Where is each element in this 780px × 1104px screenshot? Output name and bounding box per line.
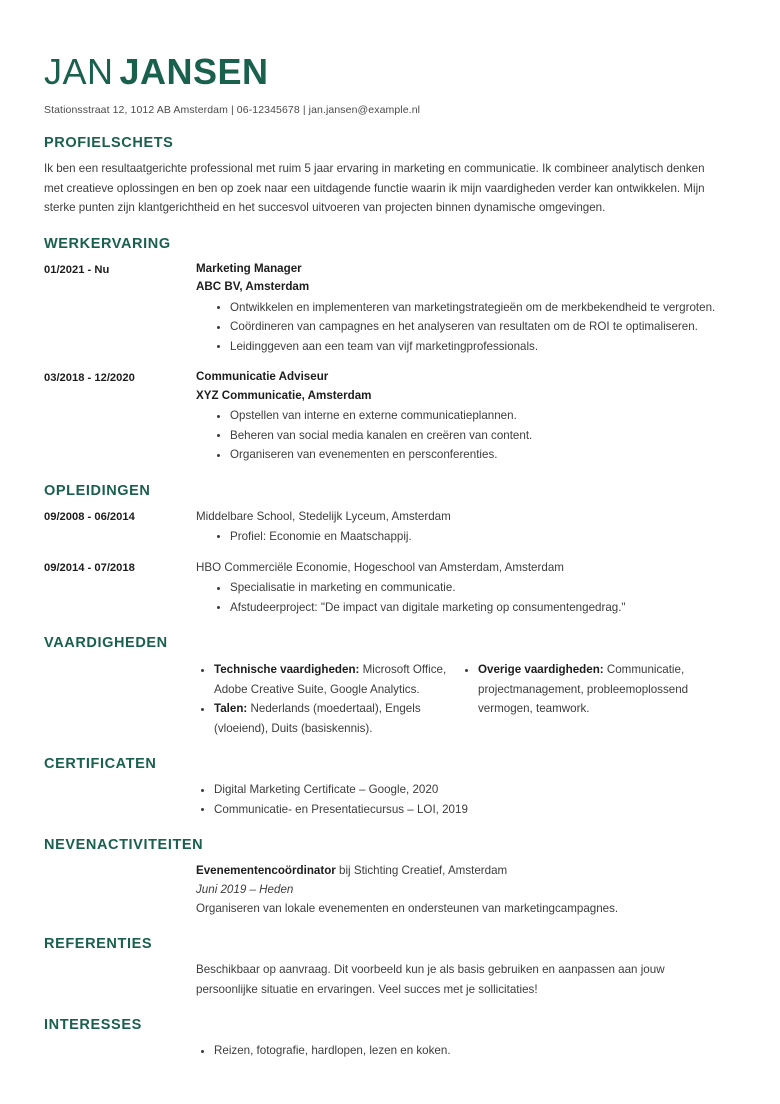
section-title-extracurricular: NEVENACTIVITEITEN (44, 837, 204, 853)
extracurricular-period: Juni 2019 – Heden (196, 883, 294, 896)
certificates-body (196, 780, 736, 819)
experience-role: Communicatie Adviseur (196, 370, 329, 383)
list-item: Coördineren van campagnes en het analyseren van resultaten om de ROI te optimaliseren. (230, 317, 736, 337)
list-item: Opstellen van interne en externe communicatieplannen. (230, 406, 736, 426)
list-item: Specialisatie in marketing en communicatie. (230, 578, 736, 598)
list-item (214, 699, 460, 738)
last-name: JANSEN (119, 51, 269, 92)
extracurricular-description: Organiseren van lokale evenementen en ondersteunen van marketingcampagnes. (196, 902, 619, 915)
education-school: HBO Commerciële Economie, Hogeschool van Amsterdam, Amsterdam (196, 561, 564, 574)
section-title-profile: PROFIELSCHETS (44, 135, 174, 151)
certificates-list (196, 780, 736, 819)
first-name: JAN (44, 51, 114, 92)
section-title-skills: VAARDIGHEDEN (44, 635, 168, 651)
experience-date: 03/2018 - 12/2020 (44, 372, 135, 384)
list-item: Beheren van social media kanalen en creëren van content. (230, 426, 736, 446)
extracurricular-body (196, 861, 736, 918)
experience-entry (44, 368, 736, 465)
candidate-name (44, 50, 736, 94)
experience-entry (44, 260, 736, 357)
section-title-certificates: CERTIFICATEN (44, 756, 157, 772)
list-item: Profiel: Economie en Maatschappij. (230, 527, 736, 547)
section-skills (44, 635, 736, 738)
education-body (196, 558, 736, 617)
education-body (196, 507, 736, 547)
experience-body (196, 260, 736, 357)
skills-column-left (196, 659, 460, 738)
list-item (214, 660, 460, 699)
list-item: Afstudeerproject: "De impact van digitale marketing op consumentengedrag." (230, 598, 736, 618)
section-interests (44, 1017, 736, 1061)
education-bullets (196, 527, 736, 547)
section-title-education: OPLEIDINGEN (44, 482, 151, 499)
section-profile (44, 135, 736, 218)
section-experience (44, 236, 736, 465)
contact-line: Stationsstraat 12, 1012 AB Amsterdam | 06-12345678 | jan.jansen@example.nl (44, 104, 421, 116)
education-entry (44, 507, 736, 547)
extracurricular-role-line (196, 861, 736, 880)
interests-body (196, 1041, 736, 1061)
list-item: Communicatie- en Presentatiecursus – LOI, 2019 (214, 800, 736, 820)
experience-date: 01/2021 - Nu (44, 263, 110, 276)
skill-label: Overige vaardigheden: (478, 663, 604, 676)
section-references (44, 936, 736, 999)
extracurricular-role: Evenementencoördinator (196, 864, 336, 877)
skills-list-left (196, 660, 460, 738)
section-certificates (44, 756, 736, 819)
skill-value: Communicatie, projectmanagement, probleemoplossend vermogen, teamwork. (478, 663, 689, 715)
list-item: Organiseren van evenementen en persconferenties. (230, 445, 736, 465)
references-body (196, 960, 736, 999)
section-extracurricular (44, 837, 736, 918)
extracurricular-org: bij Stichting Creatief, Amsterdam (335, 864, 508, 877)
education-bullets (196, 578, 736, 617)
education-date: 09/2008 - 06/2014 (44, 510, 135, 523)
skills-list-right (460, 660, 724, 719)
interests-list (196, 1041, 736, 1061)
section-title-references: REFERENTIES (44, 936, 153, 952)
experience-bullets (196, 298, 736, 357)
skills-column-right (460, 659, 724, 738)
experience-org: XYZ Communicatie, Amsterdam (196, 388, 372, 402)
skill-value: Nederlands (moedertaal), Engels (vloeiend), Duits (basiskennis). (214, 702, 421, 735)
education-date: 09/2014 - 07/2018 (44, 562, 135, 574)
experience-bullets (196, 406, 736, 465)
list-item (478, 660, 724, 719)
experience-org: ABC BV, Amsterdam (196, 280, 310, 293)
references-text: Beschikbaar op aanvraag. Dit voorbeeld kun je als basis gebruiken en aanpassen aan jouw persoonlijke situatie en ervaringen. Veel succes met je sollicitaties! (196, 963, 665, 996)
section-title-interests: INTERESSES (44, 1017, 142, 1033)
list-item: Digital Marketing Certificate – Google, 2020 (214, 780, 736, 800)
list-item: Ontwikkelen en implementeren van marketingstrategieën om de merkbekendheid te vergroten. (230, 298, 736, 318)
education-entry (44, 558, 736, 617)
skills-columns (196, 659, 736, 738)
experience-role: Marketing Manager (196, 261, 302, 275)
profile-text: Ik ben een resultaatgerichte professional met ruim 5 jaar ervaring in marketing en communicatie. Ik combineer analytisch denken met creatieve oplossingen en ben op zoek naar een uitdagende functie waarin ik mijn vaardigheden verder kan ontwikkelen. Mijn sterke punten zijn klantgerichtheid en het succesvol uitvoeren van projecten binnen dynamische omgevingen. (44, 162, 705, 214)
list-item: Leidinggeven aan een team van vijf marketingprofessionals. (230, 337, 736, 357)
education-school: Middelbare School, Stedelijk Lyceum, Amsterdam (196, 509, 451, 523)
section-education (44, 483, 736, 618)
skill-value: Microsoft Office, Adobe Creative Suite, Google Analytics. (214, 663, 447, 696)
skill-label: Technische vaardigheden: (214, 663, 360, 676)
section-title-experience: WERKERVARING (44, 235, 171, 252)
experience-body (196, 368, 736, 465)
list-item: Reizen, fotografie, hardlopen, lezen en koken. (214, 1041, 736, 1061)
skill-label: Talen: (214, 702, 248, 715)
